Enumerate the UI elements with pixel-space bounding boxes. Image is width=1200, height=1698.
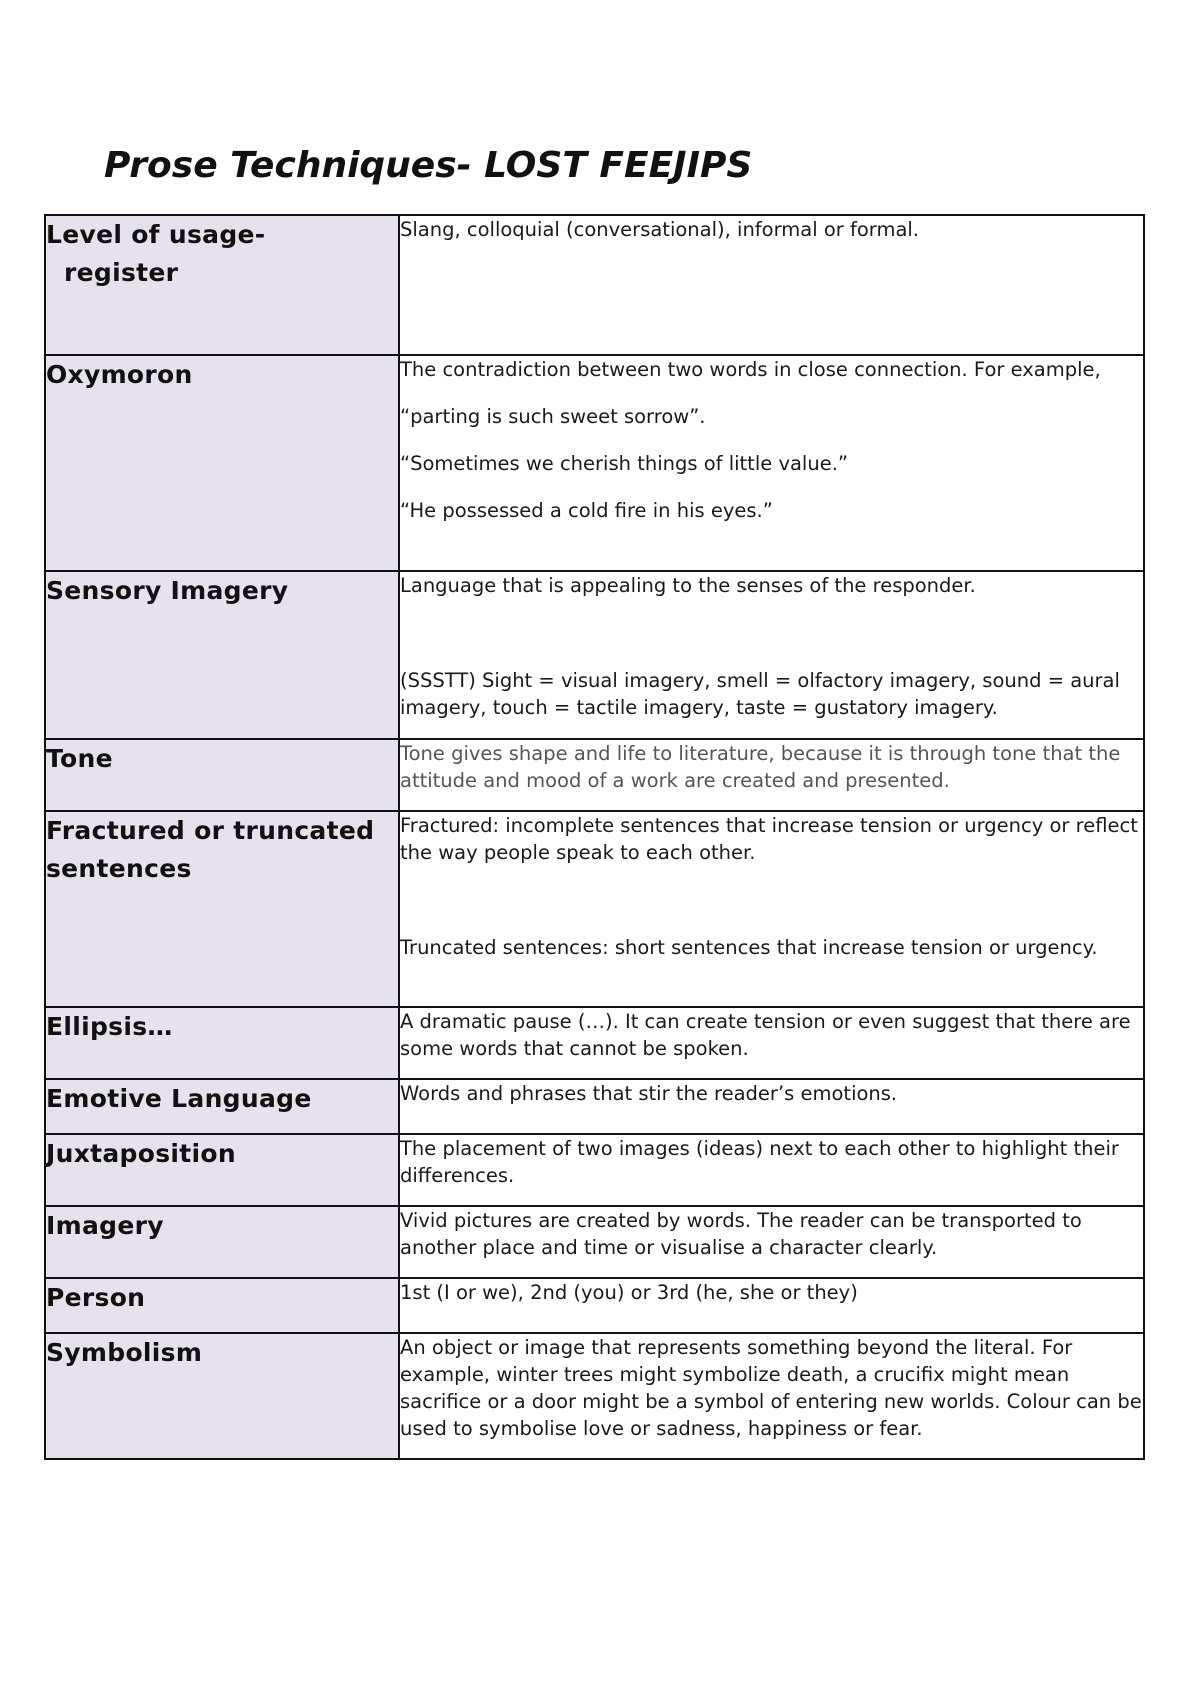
term-label: Symbolism — [46, 1338, 203, 1367]
definition-cell — [399, 739, 1144, 811]
term-label: Ellipsis… — [46, 1012, 173, 1041]
term-cell — [45, 1206, 399, 1278]
definition-text: 1st (I or we), 2nd (you) or 3rd (he, she or they) — [400, 1281, 858, 1304]
table-row — [45, 1079, 1144, 1134]
table-row — [45, 1007, 1144, 1079]
term-label: Juxtaposition — [46, 1139, 236, 1168]
definition-cell — [399, 571, 1144, 739]
term-label: Level of usage- — [46, 220, 266, 249]
definition-text: Words and phrases that stir the reader’s emotions. — [400, 1082, 898, 1105]
term-label: Fractured or truncated sentences — [46, 816, 375, 883]
term-cell — [45, 355, 399, 571]
term-label: Person — [46, 1283, 146, 1312]
definition-text: Slang, colloquial (conversational), informal or formal. — [400, 218, 920, 241]
techniques-table — [44, 214, 1145, 1460]
term-label: Imagery — [46, 1211, 164, 1240]
table-row — [45, 571, 1144, 739]
term-cell — [45, 1278, 399, 1333]
term-cell — [45, 739, 399, 811]
example-quote: “Sometimes we cherish things of little value.” — [400, 452, 849, 475]
term-label: Oxymoron — [46, 360, 193, 389]
definition-cell — [399, 811, 1144, 1007]
definition-text: A dramatic pause (…). It can create tension or even suggest that there are some words that cannot be spoken. — [400, 1010, 1131, 1060]
definition-cell — [399, 1134, 1144, 1206]
table-row — [45, 1333, 1144, 1459]
example-quote: “parting is such sweet sorrow”. — [400, 405, 706, 428]
table-row — [45, 739, 1144, 811]
definition-cell — [399, 215, 1144, 355]
term-label: Emotive Language — [46, 1084, 312, 1113]
definition-text: Language that is appealing to the senses of the responder. — [400, 574, 976, 597]
term-label: Sensory Imagery — [46, 576, 289, 605]
table-row — [45, 355, 1144, 571]
definition-text: Tone gives shape and life to literature, because it is through tone that the attitude and mood of a work are created and presented. — [400, 742, 1121, 792]
term-cell — [45, 811, 399, 1007]
table-row — [45, 1206, 1144, 1278]
example-quote: “He possessed a cold fire in his eyes.” — [400, 499, 773, 522]
definition-text: The placement of two images (ideas) next to each other to highlight their differences. — [400, 1137, 1119, 1187]
term-cell — [45, 1134, 399, 1206]
table-row — [45, 1278, 1144, 1333]
definition-cell — [399, 1333, 1144, 1459]
term-label-continued: register — [64, 258, 179, 287]
definition-text: Vivid pictures are created by words. The reader can be transported to another place and time or visualise a character clearly. — [400, 1209, 1082, 1259]
definition-cell — [399, 1206, 1144, 1278]
definition-cell — [399, 355, 1144, 571]
definition-text: An object or image that represents something beyond the literal. For example, winter trees might symbolize death, a crucifix might mean sacrifice or a door might be a symbol of entering new worlds. Colour can be used to symbolise love or sadness, happiness or fear. — [400, 1336, 1142, 1440]
table-row — [45, 1134, 1144, 1206]
definition-cell — [399, 1278, 1144, 1333]
definition-cell — [399, 1007, 1144, 1079]
term-cell — [45, 1007, 399, 1079]
term-cell — [45, 215, 399, 355]
definition-cell — [399, 1079, 1144, 1134]
definition-text: Fractured: incomplete sentences that increase tension or urgency or reflect the way people speak to each other. — [400, 814, 1138, 864]
table-row — [45, 215, 1144, 355]
term-cell — [45, 571, 399, 739]
term-cell — [45, 1333, 399, 1459]
term-cell — [45, 1079, 399, 1134]
definition-text: (SSSTT) Sight = visual imagery, smell = olfactory imagery, sound = aural imagery, touch = tactile imagery, taste = gustatory imagery. — [400, 669, 1120, 719]
page-title: Prose Techniques- LOST FEEJIPS — [104, 145, 753, 186]
definition-text: The contradiction between two words in close connection. For example, — [400, 358, 1101, 381]
table-row — [45, 811, 1144, 1007]
term-label: Tone — [46, 744, 113, 773]
definition-text: Truncated sentences: short sentences that increase tension or urgency. — [400, 936, 1098, 959]
